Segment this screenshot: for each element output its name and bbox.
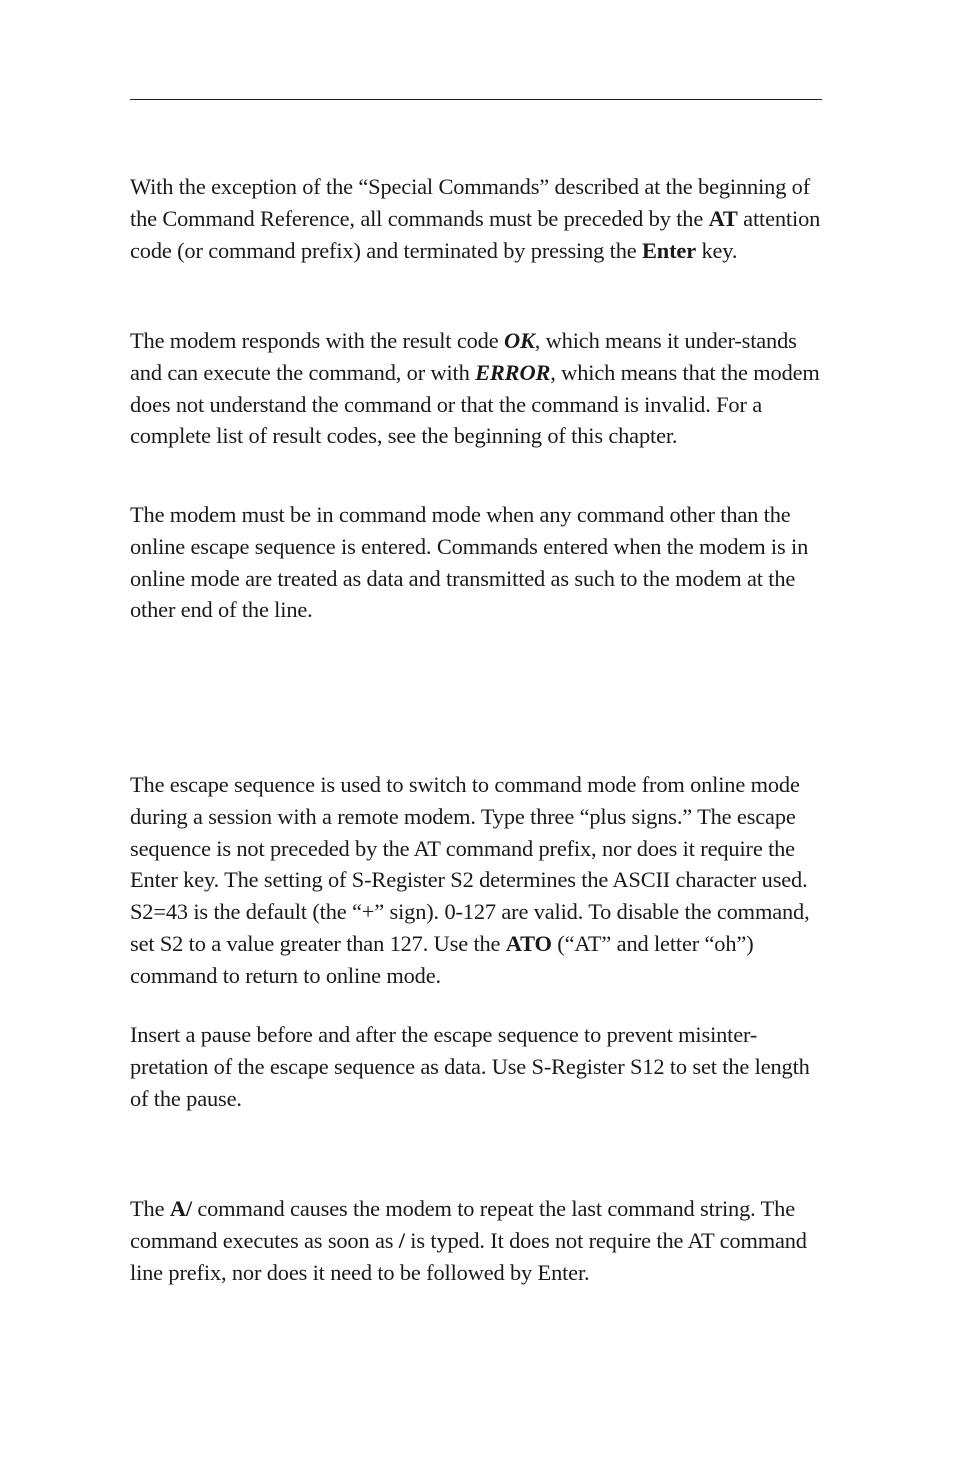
result-code-error: ERROR [475,359,551,385]
text: The [130,1196,170,1221]
result-code-ok: OK [503,328,535,353]
text: , which means that the modem does not understand the command or that the command is invalid. For a complete list of result codes, see the beginning of this chapter. [130,359,820,449]
text: command causes the modem to repeat the last command string. The command executes as soon as [130,1196,795,1253]
paragraph-command-mode: The modem must be in command mode when any command other than the online escape sequence is entered. Commands entered when the modem is in online mode are treated as data and transmitted as such to the modem at the other end of the line. [130,502,809,623]
keyword-slash: / [398,1227,405,1253]
paragraph-escape-pause: Insert a pause before and after the escape sequence to prevent misinter-pretation of the escape sequence as data. Use S-Register S12 to set the length of the pause. [130,1022,810,1111]
text: , which means it under-stands and can execute the command, or with [130,328,797,385]
keyword-at: AT [708,205,738,231]
paragraph-repeat-command [130,1193,830,1288]
keyword-ato: ATO [505,930,552,956]
text: (“AT” and letter “oh”) command to return to online mode. [130,930,754,988]
text: is typed. It does not require the AT command line prefix, nor does it need to be followed by Enter. [130,1227,807,1285]
paragraph-result-codes [130,325,830,452]
keyword-a-slash: A/ [169,1196,192,1221]
keyword-enter: Enter [642,237,696,263]
text: key. [696,237,738,263]
header-rule [130,99,822,100]
paragraph-escape-sequence [130,769,830,992]
text: With the exception of the “Special Commands” described at the beginning of the Command Reference, all commands must be preceded by the [130,174,811,231]
text: attention code (or command prefix) and terminated by pressing the [130,205,821,263]
text: The escape sequence is used to switch to command mode from online mode during a session with a remote modem. Type three “plus signs.” The escape sequence is not preceded by the AT command prefix, nor does it require the Enter key. The setting of S-Register S2 determines the ASCII character used. S2=43 is the default (the “+” sign). 0-127 are valid. To disable the command, set S2 to a value greater than 127. Use the [130,772,810,956]
text: The modem responds with the result code [130,328,504,353]
paragraph-command-prefix [130,171,830,266]
